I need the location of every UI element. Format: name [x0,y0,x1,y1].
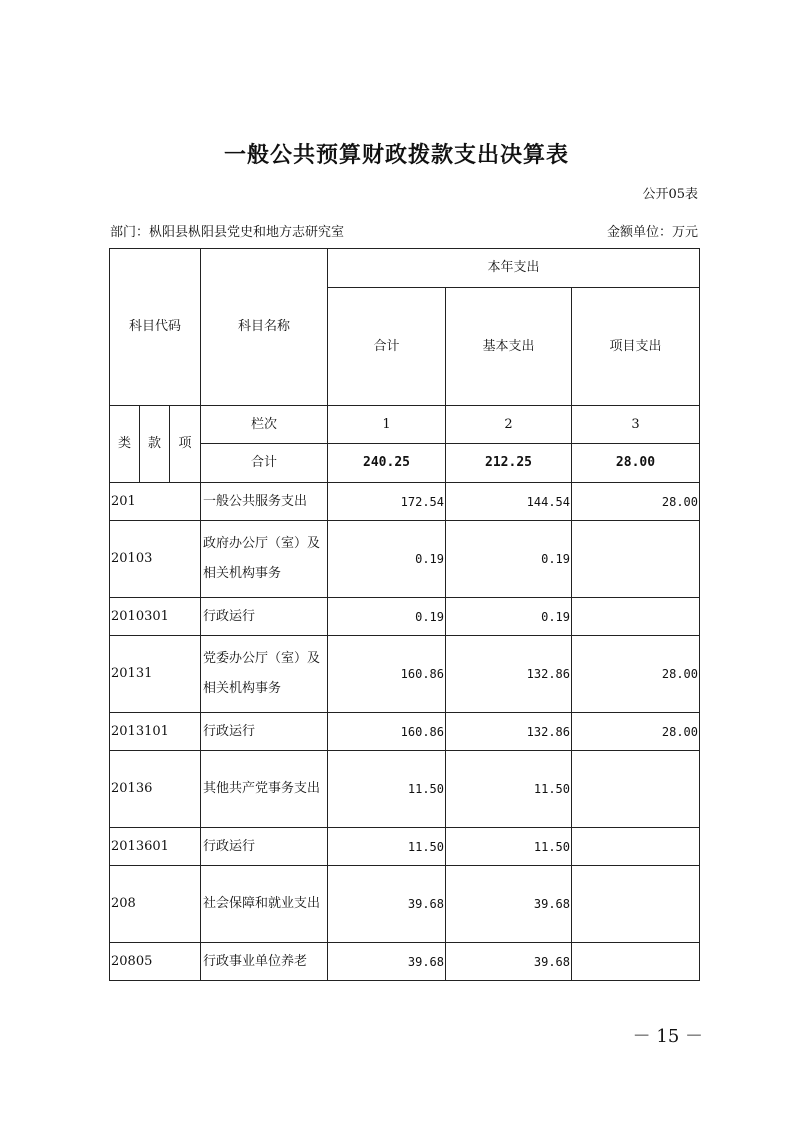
row-name: 一般公共服务支出 [201,483,328,521]
header-total: 合计 [328,288,446,406]
row-name: 行政运行 [201,828,328,866]
header-lei: 类 [110,406,140,483]
row-name: 行政运行 [201,598,328,636]
sum-basic: 212.25 [446,444,572,483]
row-total: 11.50 [328,751,446,828]
row-basic: 39.68 [446,866,572,943]
header-basic: 基本支出 [446,288,572,406]
row-name: 行政事业单位养老 [201,943,328,981]
row-name: 党委办公厅（室）及相关机构事务 [201,636,328,713]
row-code: 20805 [110,943,201,981]
row-total: 39.68 [328,943,446,981]
row-code: 208 [110,866,201,943]
row-code: 2013601 [110,828,201,866]
row-name: 其他共产党事务支出 [201,751,328,828]
row-project [572,751,700,828]
row-basic: 11.50 [446,828,572,866]
column-3: 3 [572,406,700,444]
expenditure-table [109,248,700,981]
header-kuan: 款 [140,406,170,483]
table-row [110,713,700,751]
row-total: 172.54 [328,483,446,521]
row-project [572,828,700,866]
row-code: 20136 [110,751,201,828]
sum-label: 合计 [201,444,328,483]
table-row [110,866,700,943]
table-row [110,828,700,866]
row-code: 2013101 [110,713,201,751]
column-2: 2 [446,406,572,444]
column-label: 栏次 [201,406,328,444]
row-project [572,598,700,636]
row-basic: 132.86 [446,713,572,751]
row-total: 39.68 [328,866,446,943]
row-name: 社会保障和就业支出 [201,866,328,943]
page-title: 一般公共预算财政拨款支出决算表 [223,143,569,168]
header-current-year: 本年支出 [328,249,700,288]
header-code: 科目代码 [110,249,201,406]
row-name: 政府办公厅（室）及相关机构事务 [201,521,328,598]
row-code: 2010301 [110,598,201,636]
row-basic: 132.86 [446,636,572,713]
row-basic: 0.19 [446,598,572,636]
row-basic: 39.68 [446,943,572,981]
table-row [110,943,700,981]
department-label: 部门：枞阳县枞阳县党史和地方志研究室 [110,225,345,240]
row-project: 28.00 [572,713,700,751]
row-basic: 144.54 [446,483,572,521]
row-total: 0.19 [328,598,446,636]
header-project: 项目支出 [572,288,700,406]
column-1: 1 [328,406,446,444]
table-row [110,636,700,713]
sum-total: 240.25 [328,444,446,483]
header-xiang: 项 [170,406,201,483]
row-project [572,943,700,981]
row-project: 28.00 [572,636,700,713]
page-number: － 15 － [632,1026,703,1047]
row-name: 行政运行 [201,713,328,751]
row-basic: 0.19 [446,521,572,598]
row-total: 160.86 [328,713,446,751]
sum-project: 28.00 [572,444,700,483]
unit-label: 金额单位：万元 [606,225,698,240]
header-name: 科目名称 [201,249,328,406]
row-code: 201 [110,483,201,521]
row-total: 0.19 [328,521,446,598]
row-project [572,866,700,943]
row-project: 28.00 [572,483,700,521]
row-basic: 11.50 [446,751,572,828]
table-row [110,598,700,636]
row-code: 20103 [110,521,201,598]
row-project [572,521,700,598]
row-code: 20131 [110,636,201,713]
table-row [110,483,700,521]
form-number: 公开05表 [642,187,698,202]
table-row [110,521,700,598]
row-total: 160.86 [328,636,446,713]
row-total: 11.50 [328,828,446,866]
table-row [110,751,700,828]
